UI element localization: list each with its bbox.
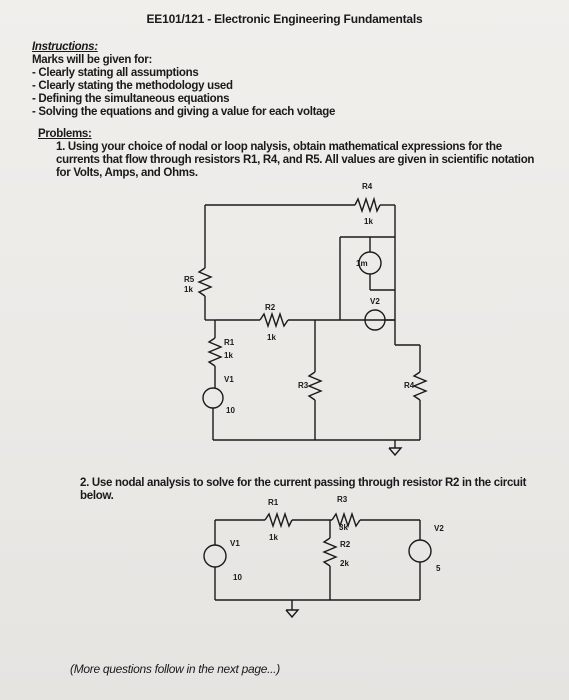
question-2	[80, 477, 550, 503]
label-r2-value: 2k	[340, 559, 349, 568]
circuit-1-labels	[184, 182, 415, 415]
label-r4: R4	[362, 182, 373, 191]
question-text: Using your choice of nodal or loop nalysis, obtain mathematical expressions for the currents that flow through resistors R1, R4, and R5. All values are given in scientific notation for Volts, Amps, and Ohms.	[56, 141, 535, 179]
resistor-r1	[265, 514, 292, 526]
label-r5-value: 1k	[184, 285, 193, 294]
resistor-r3	[309, 372, 321, 400]
circuit-2-labels	[230, 495, 444, 582]
resistor-r5	[199, 268, 211, 296]
document-header: EE101/121 - Electronic Engineering Fundamentals	[146, 12, 423, 26]
label-r5: R5	[184, 275, 195, 284]
label-r1-value: 1k	[269, 533, 278, 542]
instruction-line: - Solving the equations and giving a value for each voltage	[32, 106, 336, 118]
label-v2-value: 5	[436, 564, 441, 573]
label-i1-value: 1m	[356, 259, 368, 268]
voltage-source-v1	[204, 545, 226, 567]
question-number: 1.	[56, 141, 65, 153]
resistor-r4	[355, 199, 380, 211]
footer-note: (More questions follow in the next page...)	[70, 662, 280, 676]
label-r3: R3	[337, 495, 348, 504]
instructions-title: Instructions:	[32, 41, 98, 53]
resistor-r1	[209, 338, 221, 366]
label-v1-value: 10	[233, 573, 242, 582]
label-r3: R3	[298, 381, 309, 390]
resistor-r2	[324, 538, 336, 566]
question-number: 2.	[80, 477, 89, 489]
label-v1: V1	[224, 375, 234, 384]
instruction-line: - Clearly stating the methodology used	[32, 80, 233, 92]
question-text: Use nodal analysis to solve for the current passing through resistor R2 in the circuit below.	[80, 477, 527, 502]
label-r4b: R4	[404, 381, 415, 390]
instruction-line: Marks will be given for:	[32, 54, 152, 66]
label-r3-value: 3k	[339, 523, 348, 532]
label-v2: V2	[370, 297, 380, 306]
instruction-line: - Clearly stating all assumptions	[32, 67, 199, 79]
problems-title: Problems:	[38, 128, 92, 140]
ground-symbol	[389, 448, 401, 455]
label-r1: R1	[268, 498, 279, 507]
resistor-r2	[260, 314, 288, 326]
label-v1-value: 10	[226, 406, 235, 415]
label-r2: R2	[265, 303, 276, 312]
ground-symbol	[286, 610, 298, 617]
label-r1: R1	[224, 338, 235, 347]
circuit-1	[199, 199, 426, 455]
voltage-source-v2	[409, 540, 431, 562]
label-r2: R2	[340, 540, 351, 549]
label-v2: V2	[434, 524, 444, 533]
label-r1-value: 1k	[224, 351, 233, 360]
circuit-2	[204, 514, 431, 617]
resistor-r4b	[414, 372, 426, 400]
voltage-source-v1	[203, 388, 223, 408]
label-v1: V1	[230, 539, 240, 548]
label-r4-value: 1k	[364, 217, 373, 226]
label-r2-value: 1k	[267, 333, 276, 342]
instruction-line: - Defining the simultaneous equations	[32, 93, 230, 105]
